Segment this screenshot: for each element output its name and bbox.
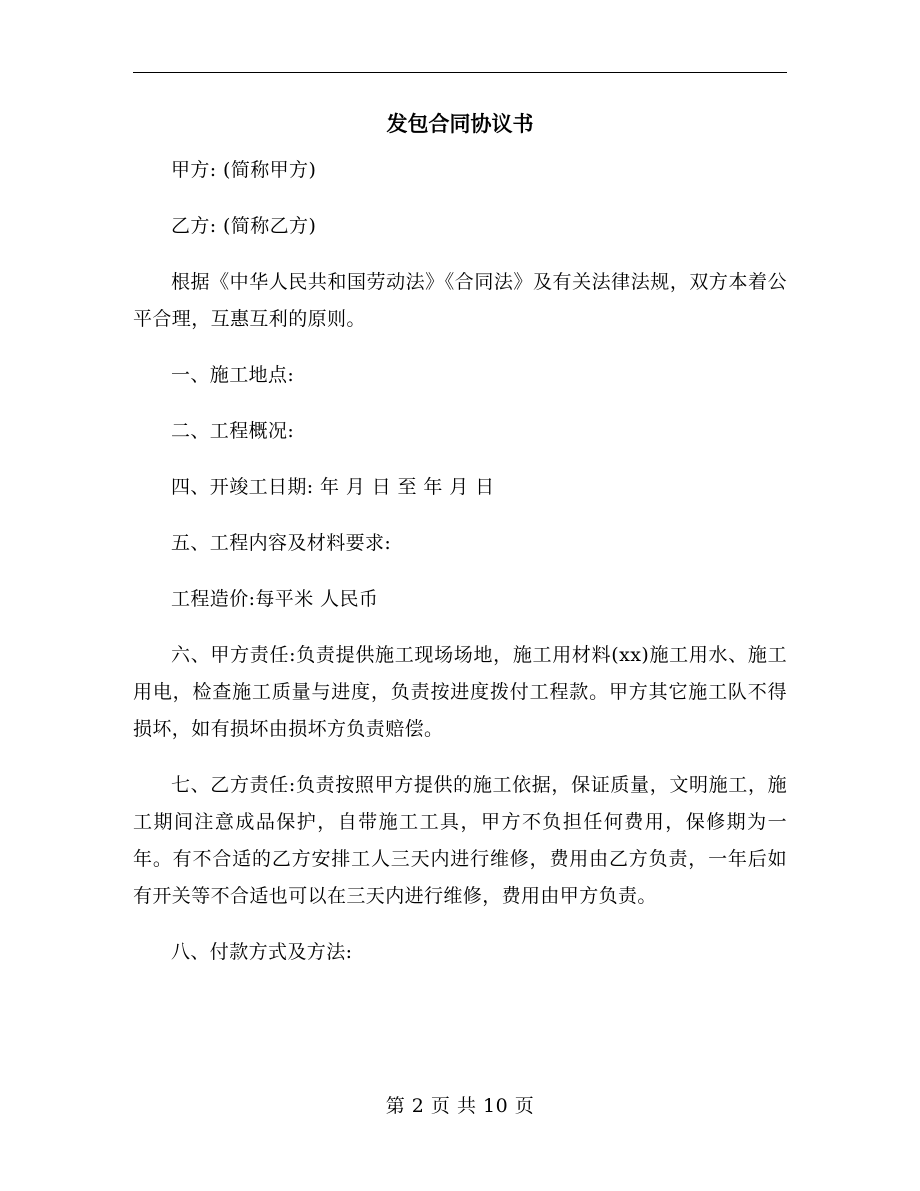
party-b-line: 乙方: (简称乙方) (171, 215, 317, 237)
header-rule (133, 72, 787, 73)
clause-work-content-materials: 五、工程内容及材料要求: (171, 532, 392, 554)
document-title: 发包合同协议书 (386, 111, 534, 136)
page-number-footer: 第 2 页 共 10 页 (385, 1095, 535, 1117)
clause-party-a-responsibility: 六、甲方责任:负责提供施工现场场地，施工用材料(xx)施工用水、施工用电，检查施工质量与进度，负责按进度拨付工程款。甲方其它施工队不得损坏，如有损坏由损坏方负责赔偿。 (133, 644, 787, 740)
clause-payment-method: 八、付款方式及方法: (171, 941, 353, 963)
clause-start-completion-dates: 四、开竣工日期: 年 月 日 至 年 月 日 (171, 476, 495, 498)
clause-construction-site: 一、施工地点: (171, 364, 295, 386)
document-body (133, 152, 787, 990)
clause-project-cost: 工程造价:每平米 人民币 (171, 588, 379, 610)
preamble-paragraph: 根据《中华人民共和国劳动法》《合同法》及有关法律法规，双方本着公平合理，互惠互利的原则。 (133, 271, 787, 330)
party-a-line: 甲方: (简称甲方) (171, 159, 317, 181)
clause-party-b-responsibility: 七、乙方责任:负责按照甲方提供的施工依据，保证质量，文明施工，施工期间注意成品保护，自带施工工具，甲方不负担任何费用，保修期为一年。有不合适的乙方安排工人三天内进行维修，费用由乙方负责，一年后如有开关等不合适也可以在三天内进行维修，费用由甲方负责。 (133, 774, 787, 907)
clause-project-overview: 二、工程概况: (171, 420, 295, 442)
